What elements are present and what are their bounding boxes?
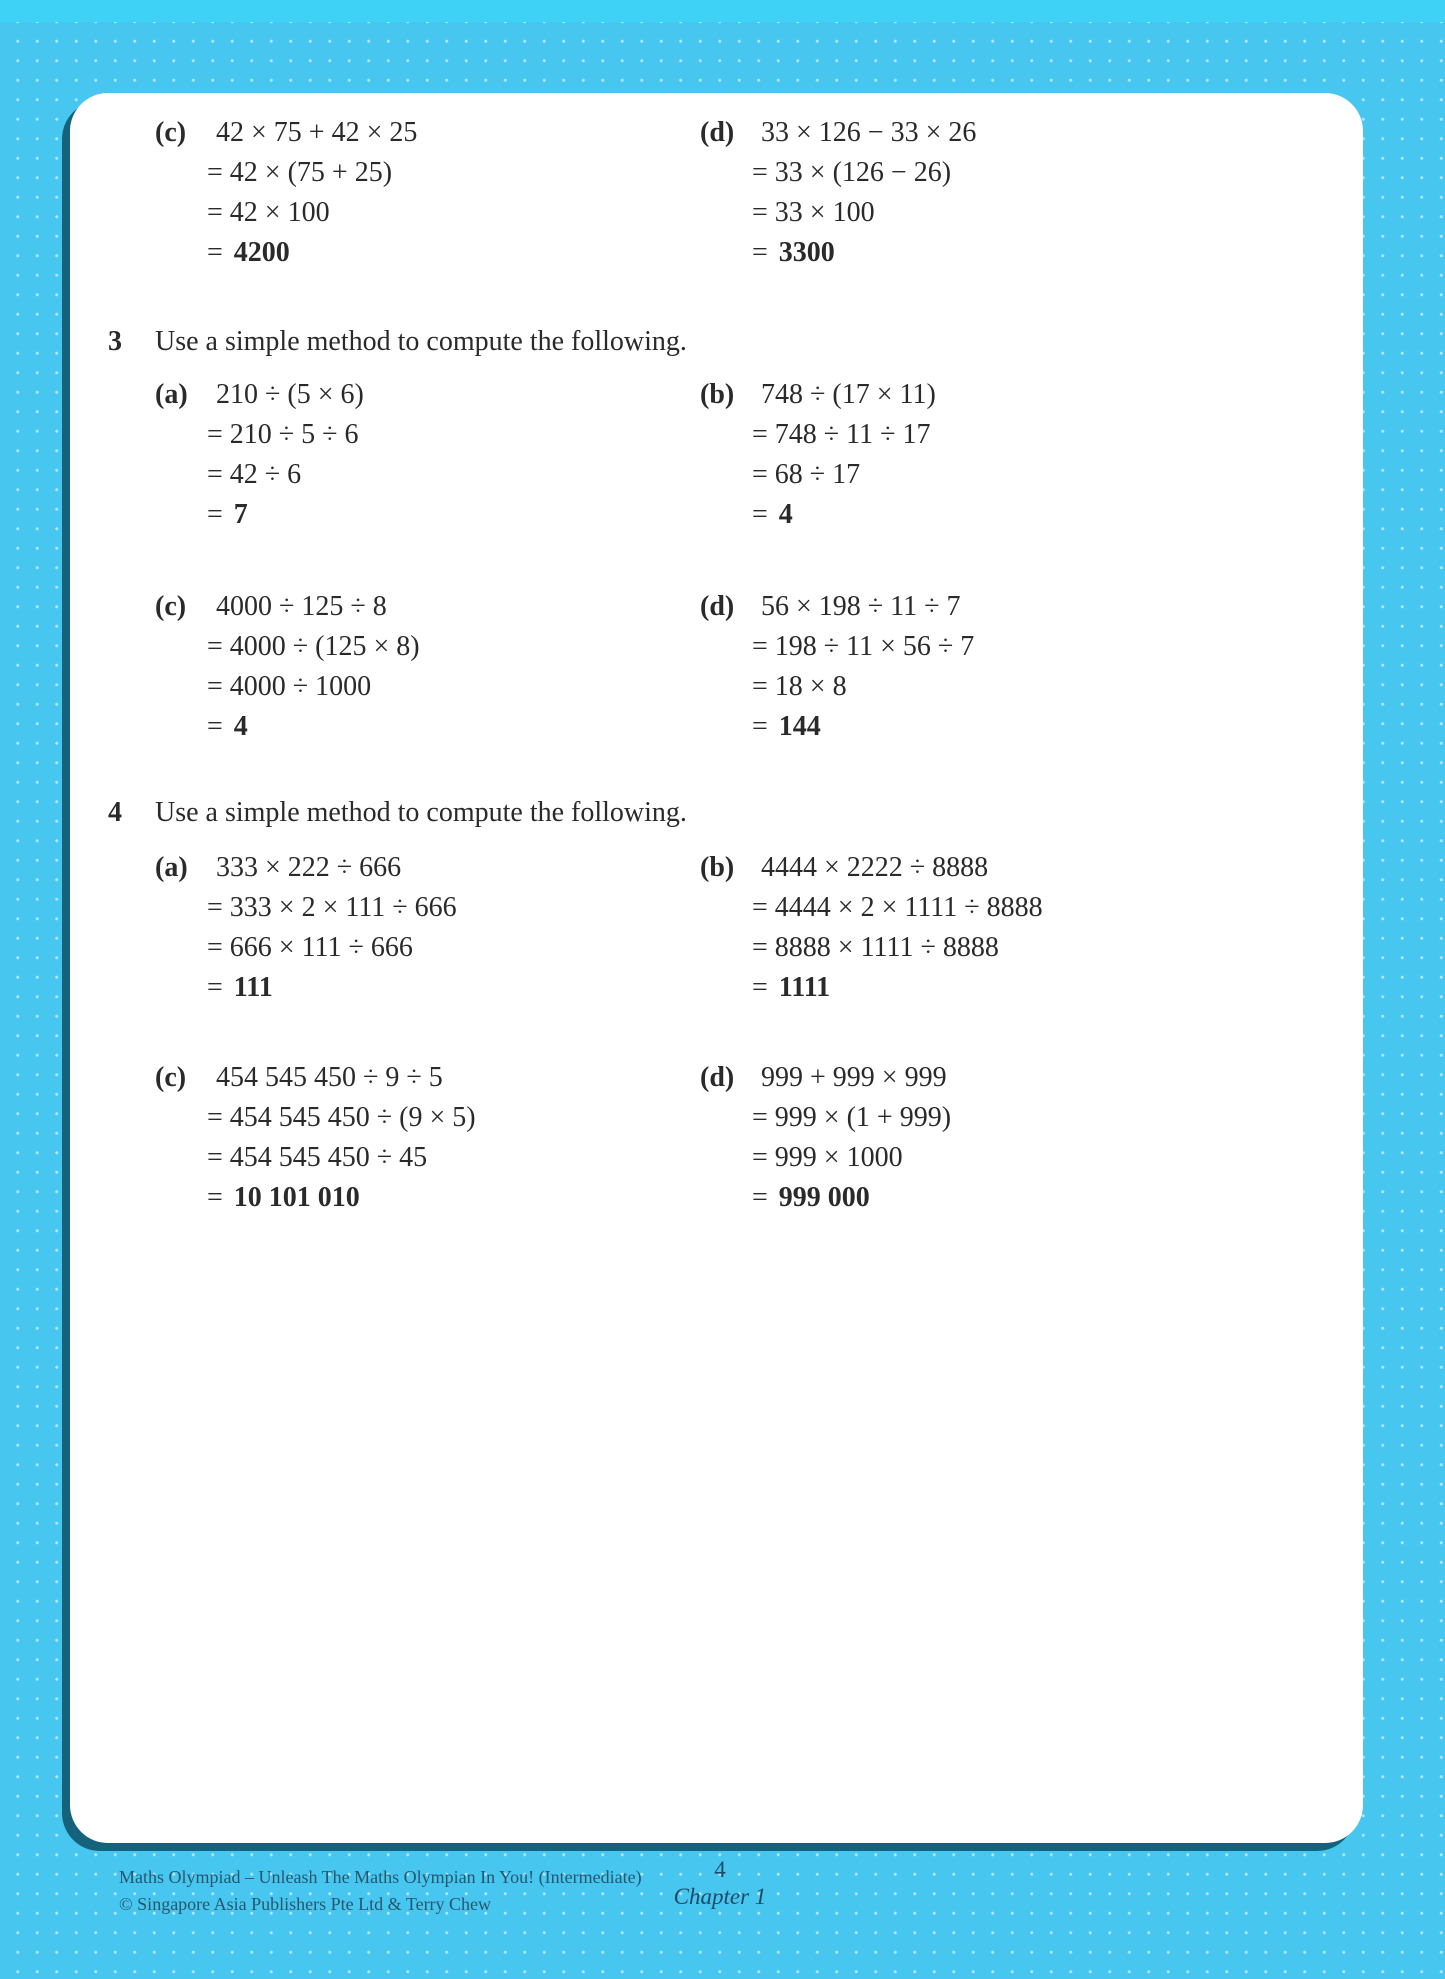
chapter-label: Chapter 1 [673, 1884, 767, 1909]
solution-row-4cd [155, 1058, 1363, 1218]
math-line: = 8888 × 1111 ÷ 8888 [752, 932, 999, 963]
math-line: 42 × 75 + 42 × 25 [216, 117, 418, 148]
page-border-top-strip [0, 0, 1445, 22]
answer-line [752, 233, 1363, 273]
answer-value: 10 101 010 [233, 1182, 360, 1213]
solution-part-prev-c [155, 113, 700, 273]
card-content [70, 93, 1363, 1218]
math-line: = 999 × (1 + 999) [752, 1102, 952, 1133]
math-line: 454 545 450 ÷ 9 ÷ 5 [216, 1062, 443, 1093]
math-line: = 4000 ÷ 1000 [207, 671, 372, 702]
solution-part-4a [155, 848, 700, 1008]
answer-value: 7 [233, 499, 248, 530]
part-label: (c) [155, 591, 187, 622]
math-line: 4444 × 2222 ÷ 8888 [761, 852, 989, 883]
answer-line [752, 968, 1363, 1008]
answer-value: 4200 [233, 237, 290, 268]
math-line: = 4000 ÷ (125 × 8) [207, 631, 420, 662]
solution-part-3b [700, 375, 1363, 535]
answer-line [207, 1178, 700, 1218]
solution-row-4ab [155, 848, 1363, 1008]
solution-row-3ab [155, 375, 1363, 535]
math-line: 999 + 999 × 999 [761, 1062, 947, 1093]
math-line: = 999 × 1000 [752, 1142, 903, 1173]
answer-value: 3300 [778, 237, 835, 268]
part-label: (d) [700, 117, 735, 148]
math-line: = 68 ÷ 17 [752, 459, 861, 490]
part-label: (b) [700, 379, 735, 410]
equals-sign: = [752, 499, 768, 530]
math-line: 56 × 198 ÷ 11 ÷ 7 [761, 591, 961, 622]
part-lines [207, 848, 700, 1008]
math-line: = 454 545 450 ÷ 45 [207, 1142, 428, 1173]
answer-value: 4 [233, 711, 248, 742]
solution-part-4d [700, 1058, 1363, 1218]
answer-line [207, 495, 700, 535]
math-line: = 18 × 8 [752, 671, 847, 702]
math-line: 33 × 126 − 33 × 26 [761, 117, 977, 148]
math-line: 4000 ÷ 125 ÷ 8 [216, 591, 387, 622]
answer-value: 1111 [778, 972, 831, 1003]
part-lines [752, 848, 1363, 1008]
footer-page-info [640, 1857, 800, 1911]
part-label: (d) [700, 591, 735, 622]
equals-sign: = [752, 237, 768, 268]
solution-part-3c [155, 587, 700, 747]
answer-line [752, 495, 1363, 535]
math-line: = 748 ÷ 11 ÷ 17 [752, 419, 931, 450]
answer-value: 144 [778, 711, 821, 742]
math-line: = 4444 × 2 × 1111 ÷ 8888 [752, 892, 1043, 923]
part-label: (a) [155, 852, 188, 883]
math-line: = 42 ÷ 6 [207, 459, 302, 490]
question-text: Use a simple method to compute the following. [155, 326, 687, 357]
part-lines [207, 113, 700, 273]
footer-book-title: Maths Olympiad – Unleash The Maths Olympian In You! (Intermediate) [119, 1867, 642, 1887]
question-4-header [108, 793, 1363, 833]
answer-line [207, 968, 700, 1008]
part-label: (b) [700, 852, 735, 883]
solution-part-4b [700, 848, 1363, 1008]
math-line: = 666 × 111 ÷ 666 [207, 932, 413, 963]
solution-part-3d [700, 587, 1363, 747]
math-line: = 210 ÷ 5 ÷ 6 [207, 419, 359, 450]
part-lines [752, 1058, 1363, 1218]
math-line: = 42 × (75 + 25) [207, 157, 393, 188]
equals-sign: = [752, 1182, 768, 1213]
question-number: 3 [108, 326, 122, 357]
equals-sign: = [207, 499, 223, 530]
solution-row-3cd [155, 587, 1363, 747]
answer-value: 999 000 [778, 1182, 870, 1213]
part-label: (d) [700, 1062, 735, 1093]
math-line: 748 ÷ (17 × 11) [761, 379, 936, 410]
equals-sign: = [207, 1182, 223, 1213]
math-line: 210 ÷ (5 × 6) [216, 379, 364, 410]
question-3-header [108, 322, 1363, 362]
equals-sign: = [207, 972, 223, 1003]
answer-line [752, 1178, 1363, 1218]
part-lines [752, 375, 1363, 535]
answer-line [207, 707, 700, 747]
math-line: = 333 × 2 × 111 ÷ 666 [207, 892, 457, 923]
solution-row-prev [155, 113, 1363, 273]
solution-part-prev-d [700, 113, 1363, 273]
math-line: = 33 × (126 − 26) [752, 157, 952, 188]
part-lines [752, 113, 1363, 273]
part-lines [207, 587, 700, 747]
solution-part-4c [155, 1058, 700, 1218]
answer-line [752, 707, 1363, 747]
page-number: 4 [714, 1857, 726, 1882]
footer-copyright: © Singapore Asia Publishers Pte Ltd & Terry Chew [119, 1894, 492, 1914]
equals-sign: = [752, 711, 768, 742]
math-line: = 33 × 100 [752, 197, 875, 228]
answer-value: 4 [778, 499, 793, 530]
answer-line [207, 233, 700, 273]
equals-sign: = [207, 237, 223, 268]
question-number: 4 [108, 797, 122, 828]
part-label: (c) [155, 117, 187, 148]
part-label: (a) [155, 379, 188, 410]
question-text: Use a simple method to compute the following. [155, 797, 687, 828]
solution-part-3a [155, 375, 700, 535]
math-line: 333 × 222 ÷ 666 [216, 852, 402, 883]
math-line: = 454 545 450 ÷ (9 × 5) [207, 1102, 476, 1133]
math-line: = 198 ÷ 11 × 56 ÷ 7 [752, 631, 975, 662]
math-line: = 42 × 100 [207, 197, 330, 228]
equals-sign: = [752, 972, 768, 1003]
part-label: (c) [155, 1062, 187, 1093]
footer-publisher-info [119, 1864, 642, 1918]
part-lines [752, 587, 1363, 747]
equals-sign: = [207, 711, 223, 742]
content-card [70, 93, 1363, 1843]
answer-value: 111 [233, 972, 273, 1003]
part-lines [207, 1058, 700, 1218]
part-lines [207, 375, 700, 535]
